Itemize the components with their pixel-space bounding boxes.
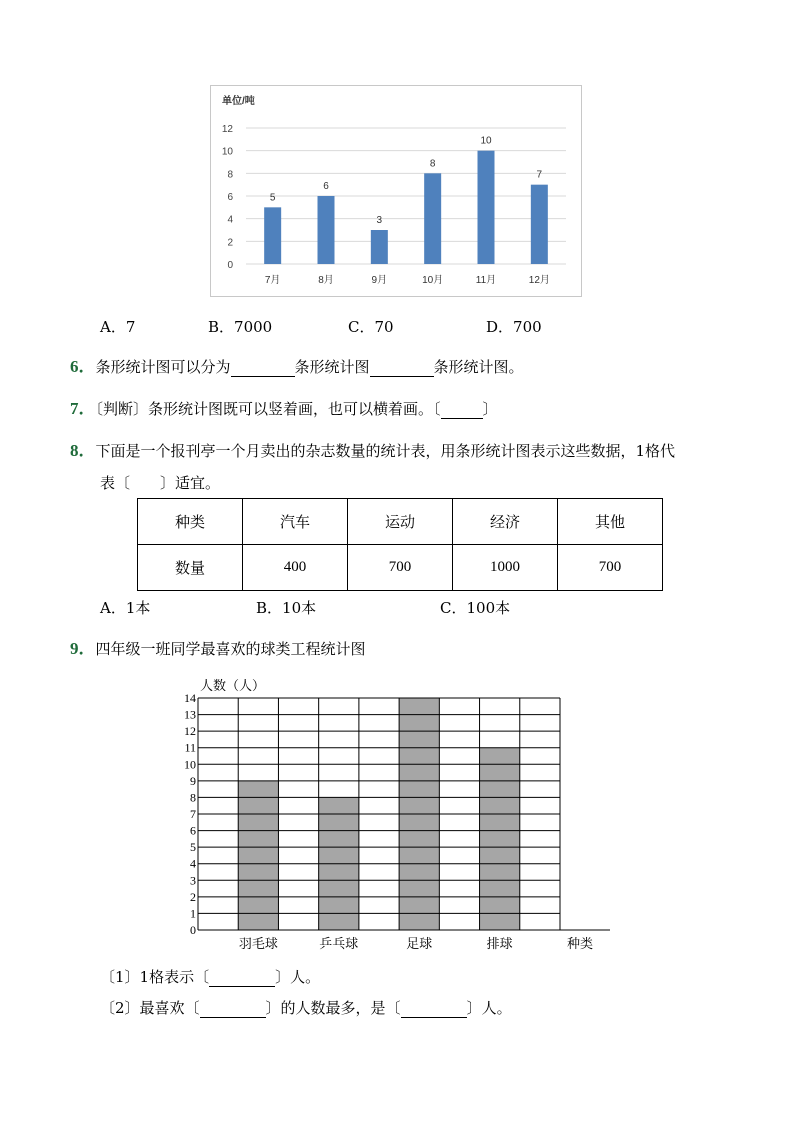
bar bbox=[480, 748, 520, 930]
y-tick-label: 9 bbox=[190, 773, 196, 788]
x-tick-label: 羽毛球 bbox=[238, 936, 278, 951]
table-row bbox=[138, 499, 663, 545]
q9-sub2-prefix: 〔2〕最喜欢〔 bbox=[100, 999, 200, 1017]
bar bbox=[264, 207, 281, 264]
table-row bbox=[138, 545, 663, 591]
question-number: 7． bbox=[70, 399, 96, 418]
y-tick-label: 8 bbox=[190, 790, 196, 805]
q9-sub2 bbox=[100, 997, 512, 1018]
q5-option-b[interactable]: B．7000 bbox=[208, 318, 273, 336]
table-header-cell: 汽车 bbox=[243, 499, 348, 545]
bar bbox=[531, 185, 548, 264]
q6-blank-1[interactable] bbox=[231, 360, 295, 377]
bar bbox=[371, 230, 388, 264]
q6-text-part2: 条形统计图 bbox=[294, 358, 370, 376]
q6-blank-2[interactable] bbox=[370, 360, 434, 377]
y-tick-label: 6 bbox=[227, 192, 233, 203]
y-tick-label: 3 bbox=[190, 873, 196, 888]
question-9 bbox=[70, 634, 366, 659]
q7-text: 〔判断〕条形统计图既可以竖着画，也可以横着画。〔 bbox=[95, 400, 441, 418]
y-tick-label: 0 bbox=[227, 260, 233, 271]
table-cell: 400 bbox=[243, 545, 348, 591]
unit-label: 单位/吨 bbox=[222, 96, 255, 107]
table-cell: 数量 bbox=[138, 545, 243, 591]
chart2-svg bbox=[170, 672, 630, 957]
data-label: 10 bbox=[480, 135, 492, 147]
table-cell: 700 bbox=[558, 545, 663, 591]
y-tick-label: 1 bbox=[190, 906, 196, 921]
q9-sub1-blank[interactable] bbox=[209, 970, 275, 987]
y-tick-label: 10 bbox=[184, 757, 196, 772]
data-label: 5 bbox=[269, 192, 276, 204]
data-label: 7 bbox=[536, 169, 543, 181]
magazine-table bbox=[137, 498, 663, 591]
question-8 bbox=[70, 436, 675, 461]
table-cell: 1000 bbox=[453, 545, 558, 591]
table-header-cell: 其他 bbox=[558, 499, 663, 545]
y-axis-label: 人数（人） bbox=[200, 678, 266, 693]
y-tick-label: 2 bbox=[227, 237, 233, 249]
question-6 bbox=[70, 352, 524, 377]
y-tick-label: 6 bbox=[190, 823, 196, 838]
data-label: 3 bbox=[376, 215, 383, 226]
table-header-cell: 经济 bbox=[453, 499, 558, 545]
y-tick-label: 10 bbox=[221, 146, 233, 158]
q8-option-a[interactable]: A．1本 bbox=[100, 599, 151, 617]
y-tick-label: 13 bbox=[184, 707, 196, 722]
y-tick-label: 11 bbox=[184, 740, 196, 755]
y-tick-label: 14 bbox=[184, 691, 196, 705]
q6-text-part1: 条形统计图可以分为 bbox=[95, 358, 231, 376]
x-tick-label: 排球 bbox=[486, 936, 513, 951]
x-tick-label: 9月 bbox=[371, 275, 388, 286]
bar bbox=[318, 196, 335, 264]
x-tick-label: 11月 bbox=[475, 275, 497, 286]
y-tick-label: 4 bbox=[227, 214, 233, 226]
x-axis-label: 种类 bbox=[566, 936, 594, 951]
x-tick-label: 10月 bbox=[422, 275, 444, 286]
q8-option-c[interactable]: C．100本 bbox=[440, 599, 511, 617]
y-tick-label: 4 bbox=[190, 856, 196, 871]
y-tick-label: 8 bbox=[227, 169, 233, 181]
bar bbox=[478, 151, 495, 264]
q9-sub2-middle: 〕的人数最多，是〔 bbox=[265, 999, 401, 1017]
q8-line2: 表〔 〕适宜。 bbox=[100, 474, 221, 492]
question-7 bbox=[70, 394, 498, 419]
q7-blank[interactable] bbox=[441, 402, 483, 419]
bar bbox=[238, 781, 278, 930]
q5-option-d[interactable]: D．700 bbox=[486, 318, 542, 336]
q9-title: 四年级一班同学最喜欢的球类工程统计图 bbox=[95, 640, 366, 658]
q9-sub2-blank-1[interactable] bbox=[200, 1001, 266, 1018]
data-label: 6 bbox=[323, 181, 329, 192]
table-header-cell: 种类 bbox=[138, 499, 243, 545]
table-cell: 700 bbox=[348, 545, 453, 591]
bar bbox=[424, 173, 441, 264]
y-tick-label: 5 bbox=[190, 840, 196, 855]
q8-option-b[interactable]: B．10本 bbox=[256, 599, 317, 617]
y-tick-label: 12 bbox=[221, 124, 233, 135]
q9-sub1-prefix: 〔1〕1格表示〔 bbox=[100, 968, 210, 986]
q6-text-part3: 条形统计图。 bbox=[433, 358, 524, 376]
q9-sub2-suffix: 〕人。 bbox=[466, 999, 512, 1017]
x-tick-label: 乒乓球 bbox=[319, 936, 359, 951]
x-tick-label: 8月 bbox=[318, 275, 334, 286]
monthly-tonnage-bar-chart bbox=[210, 85, 582, 297]
x-tick-label: 12月 bbox=[528, 275, 550, 286]
chart1-svg bbox=[211, 86, 581, 296]
y-tick-label: 7 bbox=[190, 807, 196, 821]
question-number: 8． bbox=[70, 441, 96, 460]
q5-option-a[interactable]: A．7 bbox=[100, 318, 136, 336]
question-number: 9． bbox=[70, 639, 96, 658]
x-tick-label: 足球 bbox=[406, 936, 433, 951]
data-label: 8 bbox=[429, 158, 436, 170]
q9-sub2-blank-2[interactable] bbox=[401, 1001, 467, 1018]
question-number: 6． bbox=[70, 357, 96, 376]
y-tick-label: 2 bbox=[190, 889, 196, 904]
q5-option-c[interactable]: C．70 bbox=[348, 318, 394, 336]
q8-line1: 下面是一个报刊亭一个月卖出的杂志数量的统计表，用条形统计图表示这些数据，1格代 bbox=[95, 442, 676, 460]
y-tick-label: 12 bbox=[184, 724, 196, 739]
table-header-cell: 运动 bbox=[348, 499, 453, 545]
ball-sports-bar-chart bbox=[170, 672, 630, 961]
y-tick-label: 0 bbox=[190, 923, 196, 937]
x-tick-label: 7月 bbox=[264, 275, 281, 286]
q9-sub1-suffix: 〕人。 bbox=[275, 968, 321, 986]
q9-sub1 bbox=[100, 966, 320, 987]
q7-end: 〕 bbox=[482, 400, 498, 418]
